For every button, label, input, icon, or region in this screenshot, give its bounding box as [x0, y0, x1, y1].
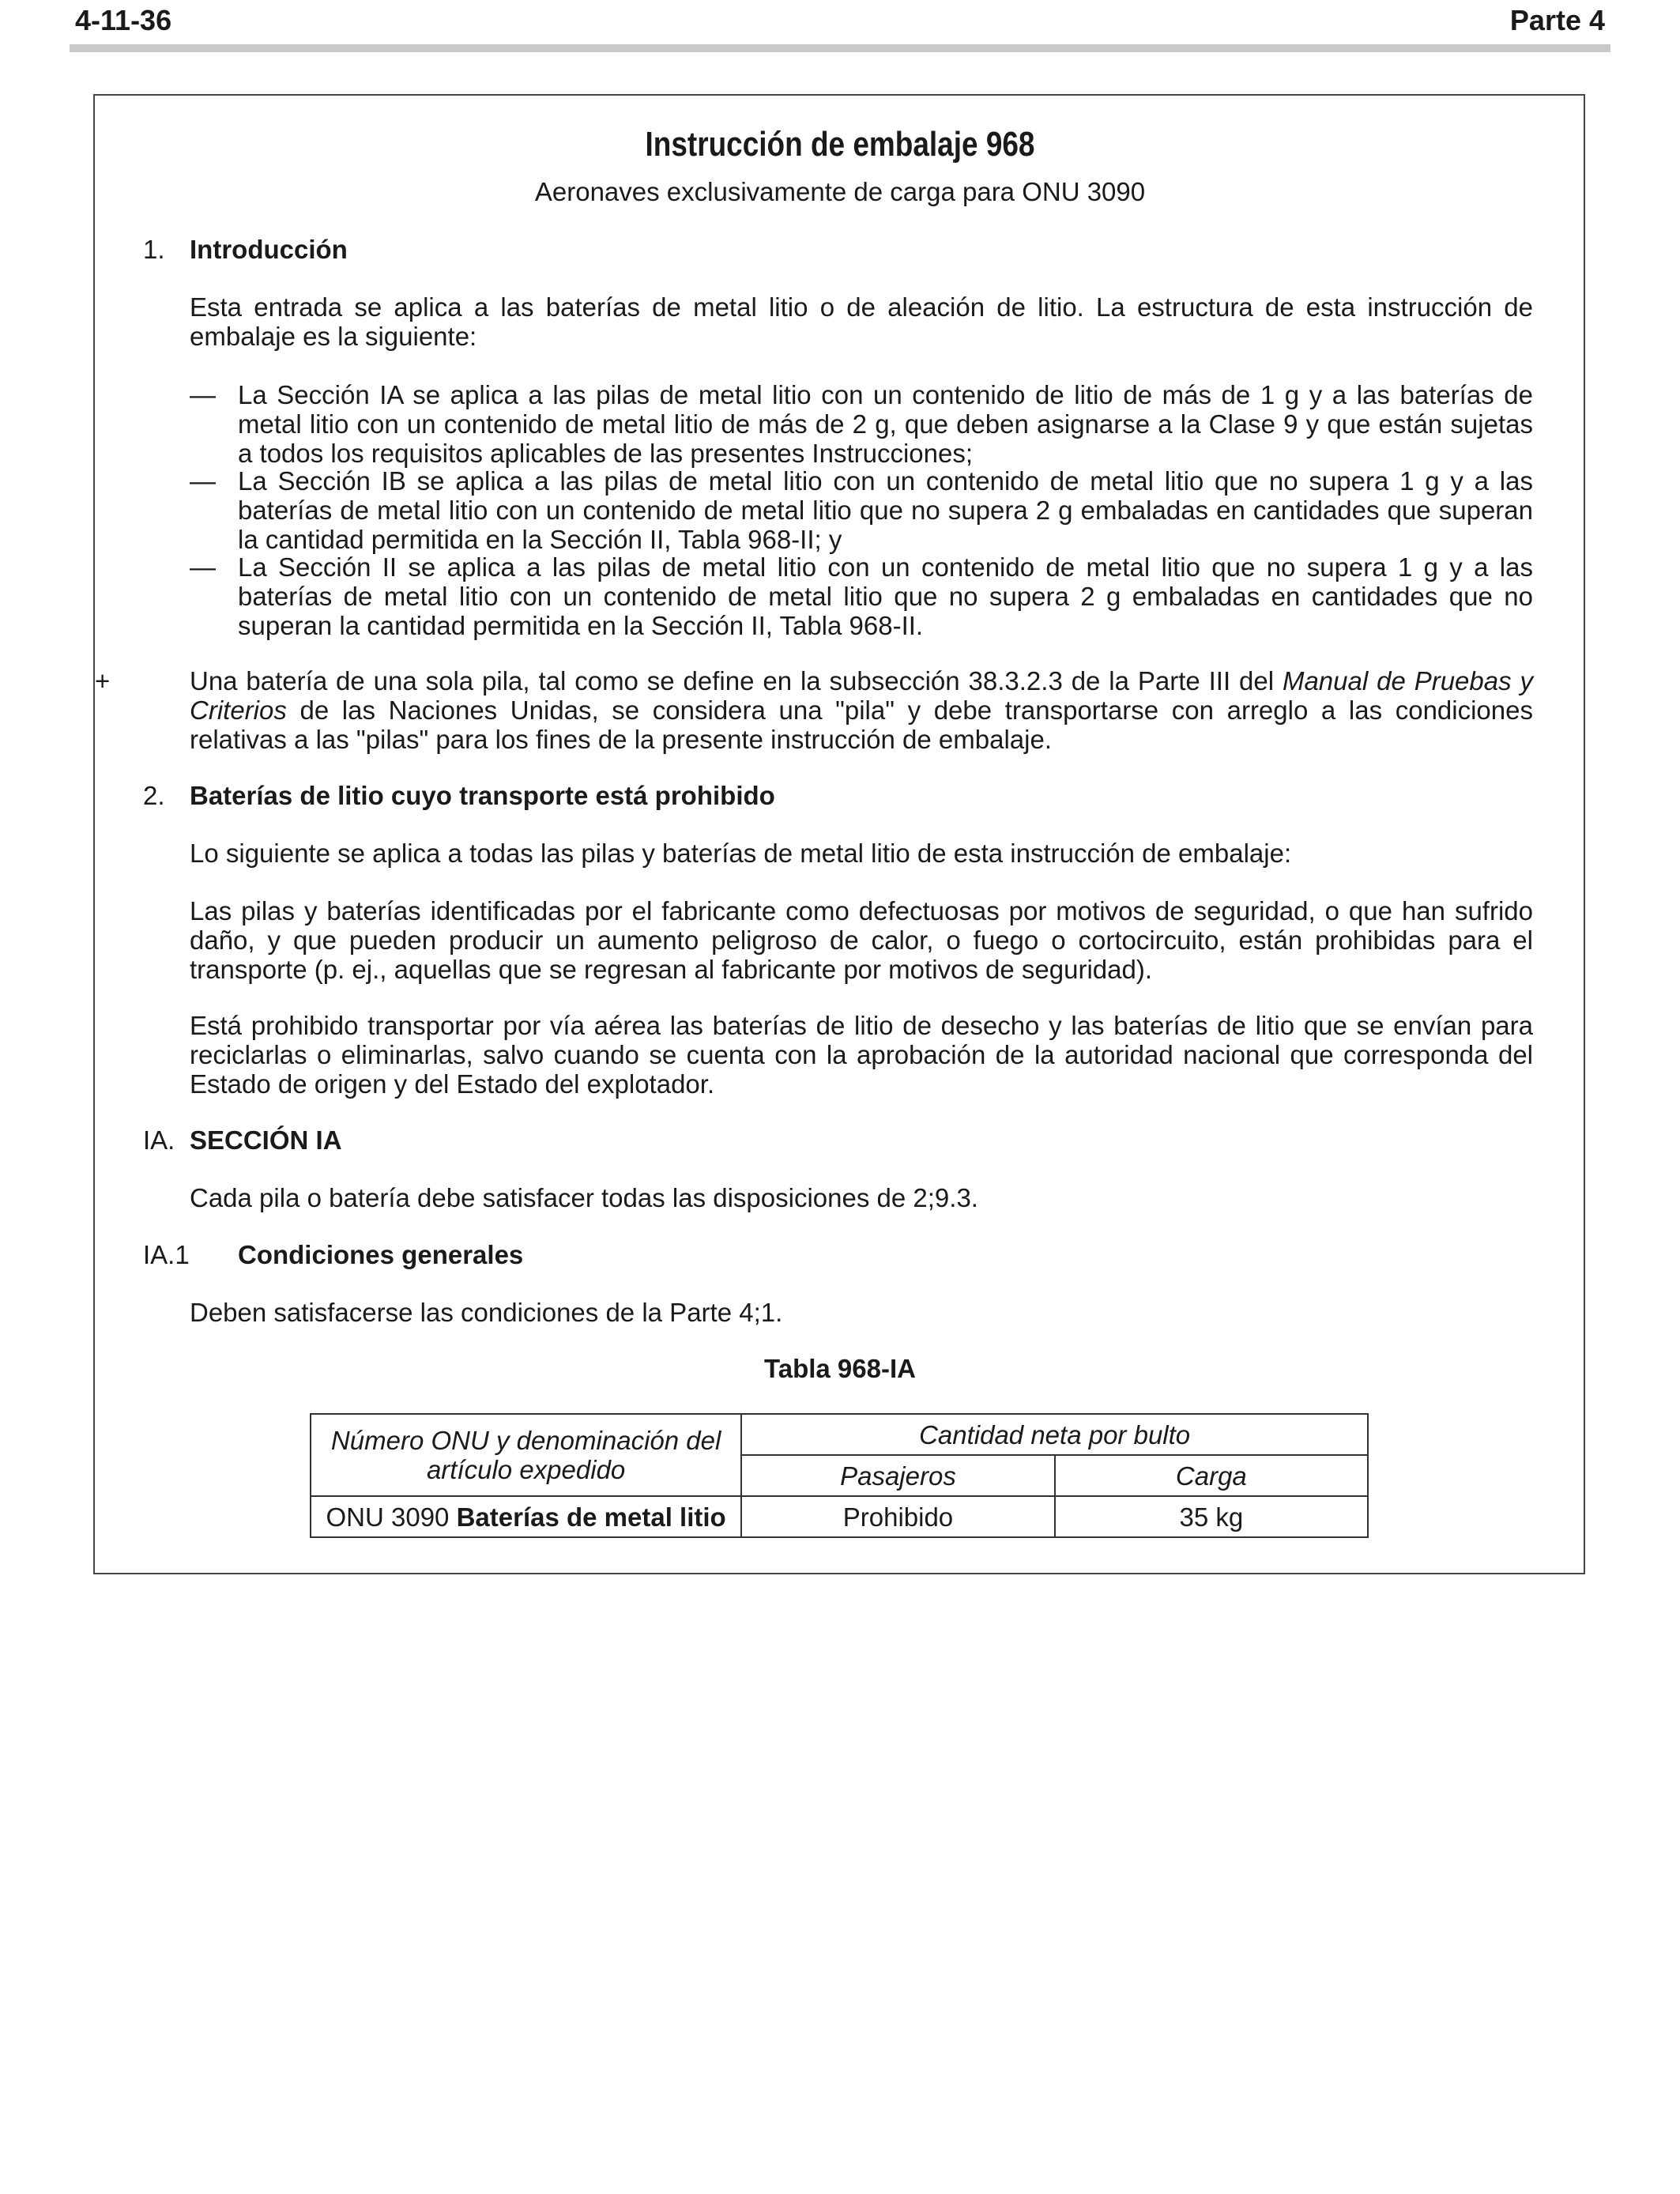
- bullet-1-text: La Sección IA se aplica a las pilas de metal litio con un contenido de litio de más de 1 g y a las baterías de metal litio con un contenido de metal litio de más de 2 g, que deben asignarse a la Clase 9 y que están sujetas a todos los requisitos aplicables de las presentes Instrucciones;: [238, 380, 1533, 468]
- section-2-paragraph-2: Las pilas y baterías identificadas por el fabricante como defectuosas por motivos de seguridad, o que han sufrido daño, y que pueden producir un aumento peligroso de calor, o fuego o cortocircuito, están prohibidas para el transporte (p. ej., aquellas que se regresan al fabricante por motivos de seguridad).: [190, 896, 1533, 984]
- bullet-3-mark: —: [190, 552, 216, 582]
- cargo-header: Carga: [1055, 1455, 1368, 1496]
- section-ia1-heading: Condiciones generales: [238, 1240, 524, 1269]
- section-ia-paragraph: Cada pila o batería debe satisfacer todas las disposiciones de 2;9.3.: [190, 1183, 978, 1212]
- section-ia1-number: IA.1: [143, 1240, 190, 1269]
- section-2-paragraph-3: Está prohibido transportar por vía aérea las baterías de litio de desecho y las baterías de litio que se envían para reciclarlas o eliminarlas, salvo cuando se cuenta con la aprobación de la autoridad nacional que corresponda del Estado de origen y del Estado del explotador.: [190, 1011, 1533, 1099]
- net-quantity-header: Cantidad neta por bulto: [741, 1414, 1368, 1455]
- document-subtitle: Aeronaves exclusivamente de carga para ONU 3090: [534, 177, 1146, 206]
- section-1-heading: Introducción: [190, 235, 348, 264]
- table-caption: Tabla 968-IA: [764, 1354, 916, 1383]
- section-ia-heading: SECCIÓN IA: [190, 1125, 342, 1155]
- section-2-heading: Baterías de litio cuyo transporte está prohibido: [190, 781, 775, 810]
- page-number: 4-11-36: [75, 4, 172, 36]
- col-un-name-header: Número ONU y denominación del artículo expedido: [311, 1414, 741, 1496]
- un-name-cell: ONU 3090 Baterías de metal litio: [311, 1496, 741, 1537]
- part-label: Parte 4: [1509, 4, 1605, 36]
- header-rule: [70, 44, 1610, 52]
- passengers-cell: Prohibido: [741, 1496, 1054, 1537]
- table-header-row: [311, 1414, 1368, 1455]
- single-cell-battery-note: Una batería de una sola pila, tal como se define en la subsección 38.3.2.3 de la Parte III del Manual de Pruebas y Criterios de las Naciones Unidas, se considera una "pila" y debe transportarse con arreglo a las condiciones relativas a las "pilas" para los fines de la presente instrucción de embalaje.: [190, 666, 1533, 754]
- revision-plus-mark: +: [95, 666, 111, 696]
- bullet-1-mark: —: [190, 380, 216, 409]
- section-1-intro: Esta entrada se aplica a las baterías de metal litio o de aleación de litio. La estructura de esta instrucción de embalaje es la siguiente:: [190, 292, 1533, 351]
- section-ia-number: IA.: [143, 1125, 175, 1155]
- cargo-cell: 35 kg: [1055, 1496, 1368, 1537]
- bullet-2-text: La Sección IB se aplica a las pilas de metal litio con un contenido de metal litio que no supera 1 g y a las baterías de metal litio con un contenido de metal litio que no supera 2 g embaladas en cantidades que superan la cantidad permitida en la Sección II, Tabla 968-II; y: [238, 466, 1533, 554]
- section-ia1-paragraph: Deben satisfacerse las condiciones de la Parte 4;1.: [190, 1298, 783, 1327]
- section-2-number: 2.: [143, 781, 165, 810]
- section-1-number: 1.: [143, 235, 165, 264]
- table-row: [311, 1496, 1368, 1537]
- document-title: Instrucción de embalaje 968: [645, 125, 1035, 164]
- bullet-2-mark: —: [190, 466, 216, 496]
- section-2-paragraph-1: Lo siguiente se aplica a todas las pilas y baterías de metal litio de esta instrucción de embalaje:: [190, 839, 1292, 868]
- quantity-table: [310, 1413, 1369, 1538]
- passengers-header: Pasajeros: [741, 1455, 1054, 1496]
- bullet-3-text: La Sección II se aplica a las pilas de metal litio con un contenido de metal litio que no supera 1 g y a las baterías de metal litio con un contenido de metal litio que no supera 2 g embaladas en cantidades que no superan la cantidad permitida en la Sección II, Tabla 968-II.: [238, 552, 1533, 640]
- manual-title: Manual de Pruebas y Criterios: [190, 666, 1533, 725]
